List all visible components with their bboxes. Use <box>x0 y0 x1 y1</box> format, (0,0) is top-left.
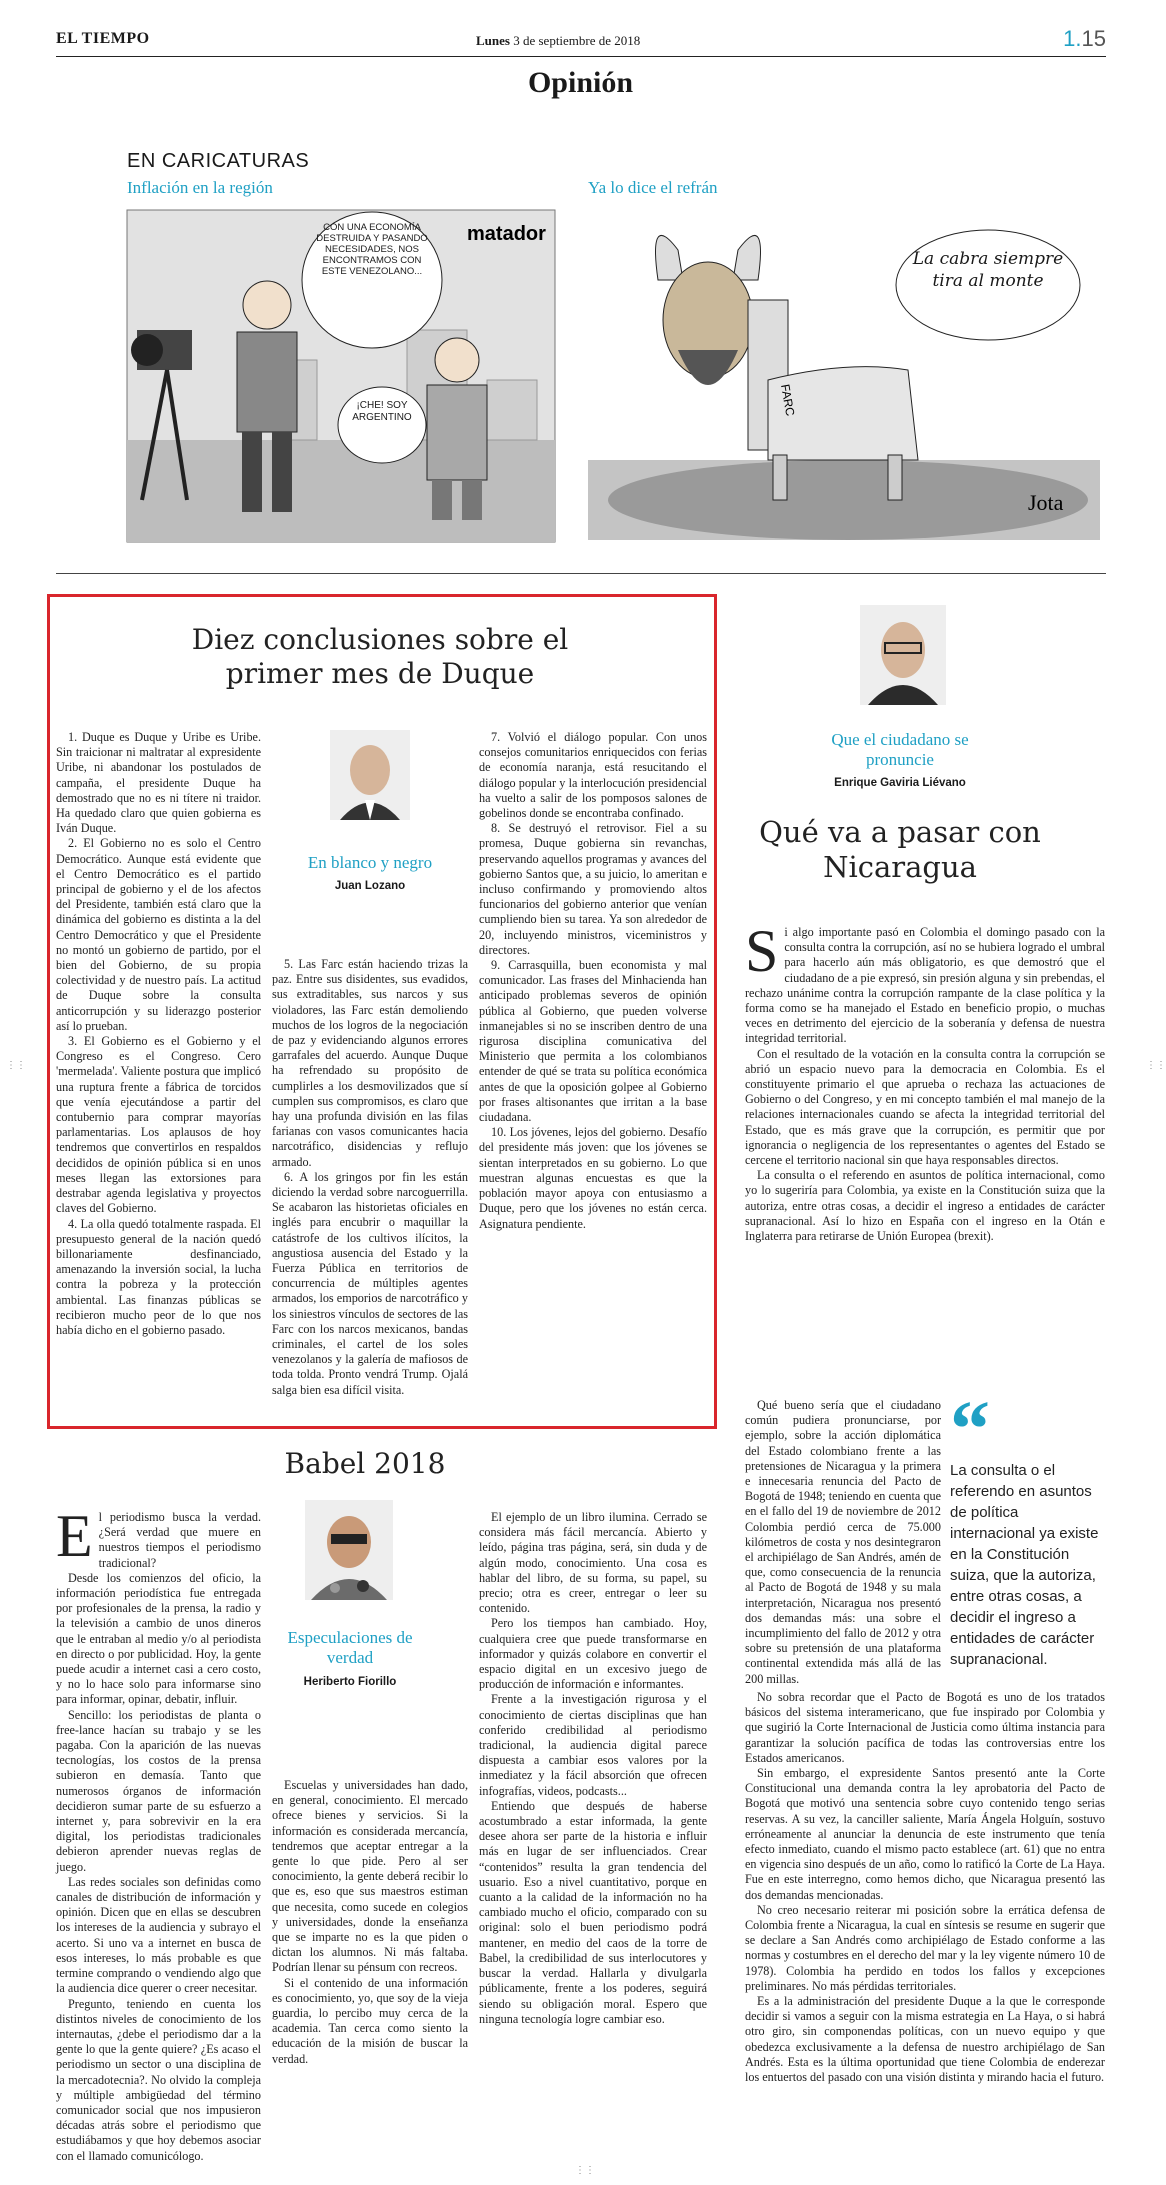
section-title: Opinión <box>527 66 634 99</box>
article-babel-col-3: El ejemplo de un libro ilumina. Cerrado se considera más fácil mercancía. Abierto y leído, página tras página, será, sin duda y de algún modo, conocimiento. Una cosa es hablar del libro, de su forma, su papel, su precio; otra es creer, entregar o leer su contenido. Pero los tiempos han cambiado. Hoy, cualquiera cree que puede transformarse en informador y quizás colabore en convertir el espacio digital en un excesivo juego de producción de información e informantes. Frente a la investigación rigurosa y el conocimiento de ciertas disciplinas que han conferido credibilidad al periodismo tradicional, la audiencia digital parece dispuesta a cambiar esos valores por la inmediatez y la fácil absorción que ofrecen infografías, videos, podcasts... Entiendo que después de haberse acostumbrado a estar informada, la gente desee ahora ser parte de la historia e influir más en lugar de ser influenciados. Crear “contenidos” resulta la gran tendencia del usuario. Eso a nivel cuantitativo, porque en cuanto a la calidad de la información no ha cambiado mucho el oficio, comparado con su original: solo el buen periodismo podrá mantener, en medio del caos de la torre de Babel, la credibilidad de sus interlocutores y buscar la verdad. Hallarla y divulgarla públicamente, frente a los poderes, seguirá siendo su obligación moral. Espero que ninguna tecnología logre cambiar eso. <box>479 1510 707 2026</box>
author-portrait-lozano <box>330 730 410 820</box>
footer-mark: ⋮⋮ <box>575 2165 595 2176</box>
article-nicaragua-top: S i algo importante pasó en Colombia el domingo pasado con la consulta contra la corrupción, así no se hubiera logrado el umbral para hacerlo aún más obligatorio, es que demostró que el ciudadano de a pie expresó, sin presión alguna y sin prebendas, el rechazo unánime contra la corrupción rampante de la clase política y la forma como se ha manejado el Estado en beneficio propio, o muchas veces en detrimento del ejercicio de la soberanía y defensa de nuestra integridad territorial. Con el resultado de la votación en la consulta contra la corrupción se abrió un espacio nuevo para la democracia en Colombia. Es el constituyente primario el que aprueba o rechaza las actuaciones de Gobierno o del Congreso, y en mi concepto también el mal manejo de la relaciones internacionales cuando se afecta la integridad territorial del Estado, que es más grave que la corrupción, es permitir que por ignorancia o negligencia de los representantes o agentes del Estado se cercene el territorio nacional sin que haya responsables directos. La consulta o el referendo en asuntos de política internacional, como yo lo sugeriría para Colombia, ya existe en la Constitución suiza que la autoriza, entre otras cosas, a decidir el ingreso a entidades de carácter supranacional. Así lo hizo en España con el ingreso en la Otán e Inglaterra para retirarse de Unión Europea (brexit). <box>745 918 1105 1244</box>
dateline: Lunes 3 de septiembre de 2018 <box>476 33 641 48</box>
left-margin-mark: ⋮⋮ <box>6 1060 26 1071</box>
article-title-babel: Babel 2018 <box>284 1447 446 1480</box>
newspaper-logo: EL TIEMPO <box>56 30 150 47</box>
column-name-gaviria: Que el ciudadano se pronuncie <box>831 730 969 769</box>
column-name-fiorillo: Especulaciones de verdad <box>287 1628 413 1667</box>
article-title-duque: Diez conclusiones sobre el primer mes de Duque <box>191 623 569 690</box>
author-name-lozano: Juan Lozano <box>334 880 406 892</box>
article-babel-col-2: Escuelas y universidades han dado, en general, conocimiento. El mercado ofrece bienes y servicios. Si la información es considerada mercancía, tendremos que aceptar entregar a la gente lo que pide. Pero al ser conocimiento, la gente deberá recibir lo que es, eso que sus maestros estiman que necesita, como sucede en colegios y universidades, donde la enseñanza que se imparte no es la que piden o dictan los alumnos. Ni más faltaba. Podrían llenar su pénsum con recreos. Si el contenido de una información es conocimiento, yo, que soy de la vieja guardia, lo percibo muy cerca de la academia. Tan cerca como siento la educación de la misión de buscar la verdad. <box>272 1778 468 2066</box>
column-name-lozano: En blanco y negro <box>307 853 433 872</box>
masthead <box>56 26 1106 50</box>
cartoon-left-bubble-1: CON UNA ECONOMÍA DESTRUIDA Y PASANDO NECESIDADES, NOS ENCONTRAMOS CON ESTE VENEZOLANO... <box>316 222 428 277</box>
article-duque-col-1: 1. Duque es Duque y Uribe es Uribe. Sin traicionar ni maltratar al expresidente Uribe, ni abandonar los postulados de campaña, el presidente Duque ha demostrado que no es ni títere ni traidor. Ha quedado claro que quien gobierna es Iván Duque. 2. El Gobierno no es solo el Centro Democrático. Aunque está evidente que el Centro Democrático es el partido principal de gobierno y el de los afectos del Presidente, también está claro que la dinámica del gobierno es distinta a la del Centro Democrático y que el Presidente no montó un gobierno de partido, por el bien del Gobierno, de su propia colectividad y de nuestro país. La actitud de Duque sobre la consulta anticorrupción y su liderazgo posterior así lo prueban. 3. El Gobierno es el Gobierno y el Congreso es el Congreso. Cero 'mermelada'. Valiente postura que implicó una ruptura frente a fábrica de torcidos que venía ejecutándose a partir del contubernio para comprar mayorías parlamentarias. Los aplausos de hoy tendremos que convertirlos en respaldos decididos de opinión pública si en unos meses llegan las extorsiones para destrabar agenda legislativa y proyectos claves del Gobierno. 4. La olla quedó totalmente raspada. El presupuesto general de la nación quedó billonariamente desfinanciado, amenazando la inversión social, la lucha contra la pobreza y la protección ambiental. Las finanzas públicas se recibieron mucho peor de lo que nos había dicho en el gobierno pasado. <box>56 730 261 1337</box>
quote-mark-icon: “ <box>950 1386 990 1474</box>
article-nicaragua-mid: Qué bueno sería que el ciudadano común pudiera pronunciarse, por ejemplo, sobre la acción diplomática del Estado colombiano frente a las pretensiones de Nicaragua y la primera e innecesaria renuncia del Pacto de Bogotá de 1948; teniendo en cuenta que en el fallo del 19 de noviembre de 2012 Colombia perdió cerca de 75.000 kilómetros de costa y nos desintegraron el archipiélago de San Andrés, amén de que, como consecuencia de la renuncia al Pacto de Bogotá de 1948 y su mala interpretación, Nicaragua nos presentó dos demandas más: una sobre el incumplimiento del fallo de 2012 y otra sobre su pretensión de una plataforma continental extendida más allá de las 200 millas. <box>745 1398 941 1686</box>
author-portrait-gaviria <box>860 605 946 705</box>
goat-label: FARC <box>778 383 798 418</box>
right-margin-mark: ⋮⋮ <box>1146 1060 1166 1071</box>
author-name-fiorillo: Heriberto Fiorillo <box>303 1676 397 1688</box>
cartoon-left-signature: matador <box>467 223 546 245</box>
author-name-gaviria: Enrique Gaviria Liévano <box>834 777 966 789</box>
article-duque-col-3: 7. Volvió el diálogo popular. Con unos consejos comunitarios enriquecidos con ferias de economía naranja, está resucitando el diálogo popular y la interlocución presidencial ha vuelto a salir de los pomposos salones de gobelinos donde se encontraba confinado. 8. Se destruyó el retrovisor. Fiel a su promesa, Duque gobierna sin revanchas, preservando aquellos programas y avances del gobierno Santos que, a su juicio, lo ameritan e incluso confirmando y promoviendo altos funcionarios del gobierno anterior que venían cumpliendo bien su tarea. Ya son alrededor de 20, incluyendo ministros, viceministros y directores. 9. Carrasquilla, buen economista y mal comunicador. Las frases del Minhacienda han anticipado problemas severos de opinión pública al Gobierno, que pueden volverse inmanejables si no se inscriben dentro de una rigurosa disciplina comunicativa del Ministerio que permita a los colombianos entender de qué se trata su política económica antes de que la oposición golpee al Gobierno por frases altisonantes que irritan a la base ciudadana. 10. Los jóvenes, lejos del gobierno. Desafío del presidente más joven: que los jóvenes se sientan interpretados en su gobierno. Lo que muestran algunas encuestas es que la población mayor apoya con entusiasmo a Duque, pero que los jóvenes no están cerca. Asignatura pendiente. <box>479 730 707 1231</box>
article-nicaragua-bottom: No sobra recordar que el Pacto de Bogotá es uno de los tratados básicos del sistema interamericano, que fue inspirado por Colombia y que sugirió la Corte Internacional de Justicia como última instancia para garantizar la solución pacífica de todas las controversias entre los Estados americanos. Sin embargo, el expresidente Santos presentó ante la Corte Constitucional una demanda contra la ley aprobatoria del Pacto de Bogotá que motivó una sentencia sobre cuyo contenido tengo serias reservas. A su vez, la canciller saliente, María Ángela Holguín, sostuvo erróneamente al anunciar la denuncia de este instrumento que tenía efecto inmediato, cuando el mismo pacto establece (art. 61) que no entra en vigencia sino después de un año, como lo ratificó la Corte de La Haya. Fue en este interregno, como hemos dicho, que Nicaragua presentó las dos demandas mencionadas. No creo necesario reiterar mi posición sobre la errática defensa de Colombia frente a Nicaragua, la cual en síntesis se resume en sugerir que se declare a San Andrés como archipiélago de Estado conforme a las normas y costumbres en el derecho del mar y la ley vigente número 10 de 1978). Colombia ha perdido en todos los fallos y excepciones preliminares. No más pérdidas territoriales. Es a la administración del presidente Duque a la que le corresponde decidir si vamos a seguir con la misma estrategia en La Haya, o si habrá otro giro, sin componendas políticas, con un nuevo equipo y que obedezca exclusivamente a la defensa de nuestro archipiélago de San Andrés. Esta es la última oportunidad que tiene Colombia de enderezar los entuertos del pasado con una visión distinta y mirando hacia el futuro. <box>745 1690 1105 2085</box>
dropcap-e: E <box>56 1503 93 1569</box>
page-number: 1.15 <box>1063 26 1106 51</box>
cartoon-right-caption: Ya lo dice el refrán <box>588 178 718 197</box>
author-portrait-fiorillo <box>305 1500 393 1600</box>
top-rule <box>56 56 1106 57</box>
pull-quote-text: La consulta o el referendo en asuntos de política internacional ya existe en la Constitución suiza, que la autoriza, entre otras cosas, a decidir el ingreso a entidades de carácter supranacional. <box>950 1462 1099 1668</box>
cartoon-refran <box>588 210 1100 540</box>
pull-quote <box>950 1386 1100 1670</box>
cartoon-right-signature: Jota <box>1028 490 1064 515</box>
cartoon-inflacion <box>127 210 555 542</box>
dropcap-s: S <box>745 918 779 984</box>
cartoon-left-bubble-2: ¡CHE! SOY ARGENTINO <box>352 400 412 423</box>
cartoons-header: EN CARICATURAS <box>127 150 310 172</box>
section-divider <box>56 573 1106 574</box>
article-title-nicaragua: Qué va a pasar con Nicaragua <box>759 815 1041 884</box>
cartoon-left-caption: Inflación en la región <box>127 178 273 197</box>
article-babel-col-1: E l periodismo busca la verdad. ¿Será verdad que muere en nuestros tiempos el periodismo tradicional? Desde los comienzos del oficio, la información periodística fue entregada por profesionales de la prensa, la radio y la televisión a cambio de unos dineros que le entraban al medio y/o al periodista en directo o por publicidad. Hoy, la gente puede acudir a internet casi a cero costo, y no lo hace solo para informarse sino para informar, opinar, debatir, influir. Sencillo: los periodistas de planta o free-lance hacían su trabajo y se les pagaba. Con la aparición de las nuevas tecnologías, los costos de la prensa subieron en demasía. Tanto que numerosos órganos de información decidieron sumar parte de su esfuerzo a internet y, para sobrevivir en la era digital, los periodistas tradicionales debieron aprender nuevas reglas de juego. Las redes sociales son definidas como canales de distribución de información y opinión. Dicen que en ellas se descubren los intereses de la audiencia y subrayo el acerto. Si uno va a internet en busca de esos intereses, lo más probable es que termine comprando o vendiendo algo que la audiencia dice querer o creer necesitar. Pregunto, teniendo en cuenta los distintos niveles de conocimiento de los internautas, ¿debe el periodismo dar a la gente lo que la gente quiere? ¿Es acaso el periodismo un sector o una disciplina de la mercadotecnia?. No olvido la compleja y múltiple ambigüedad del término comunicador social que nos impusieron décadas atrás sobre el periodismo que estudiábamos y que hoy debemos asociar con el llamado comunicólogo. <box>56 1503 261 2163</box>
article-duque-col-2: 5. Las Farc están haciendo trizas la paz. Entre sus disidentes, sus evadidos, sus extraditables, sus narcos y sus violadores, las Farc están demoliendo muchos de los logros de la negociación de paz y evidenciando algunos errores garrafales del acuerdo. Aunque Duque ha refrendado su propósito de cumplirles a los desmovilizados que sí cumplen sus compromisos, es claro que hay una profunda división en las filas farianas con vasos comunicantes hacia narcotráfico, disidencias y reflujo armado. 6. A los gringos por fin les están diciendo la verdad sobre narcoguerrilla. Se acabaron las historietas oficiales en inglés para encubrir o maquillar la catástrofe de los cultivos ilícitos, la angustiosa ausencia del Estado y la Fuerza Pública en territorios de concurrencia de múltiples agentes armados, los emporios de narcotráfico y los siniestros vínculos de sectores de las Farc con los narcos mexicanos, bandas criminales, el cartel de los soles venezolanos y la galería de mafiosos de toda tolda. Pronto vendrá Trump. Ojalá salga bien esa difícil visita. <box>272 957 468 1397</box>
cartoon-right-bubble: La cabra siempre tira al monte <box>912 249 1064 291</box>
